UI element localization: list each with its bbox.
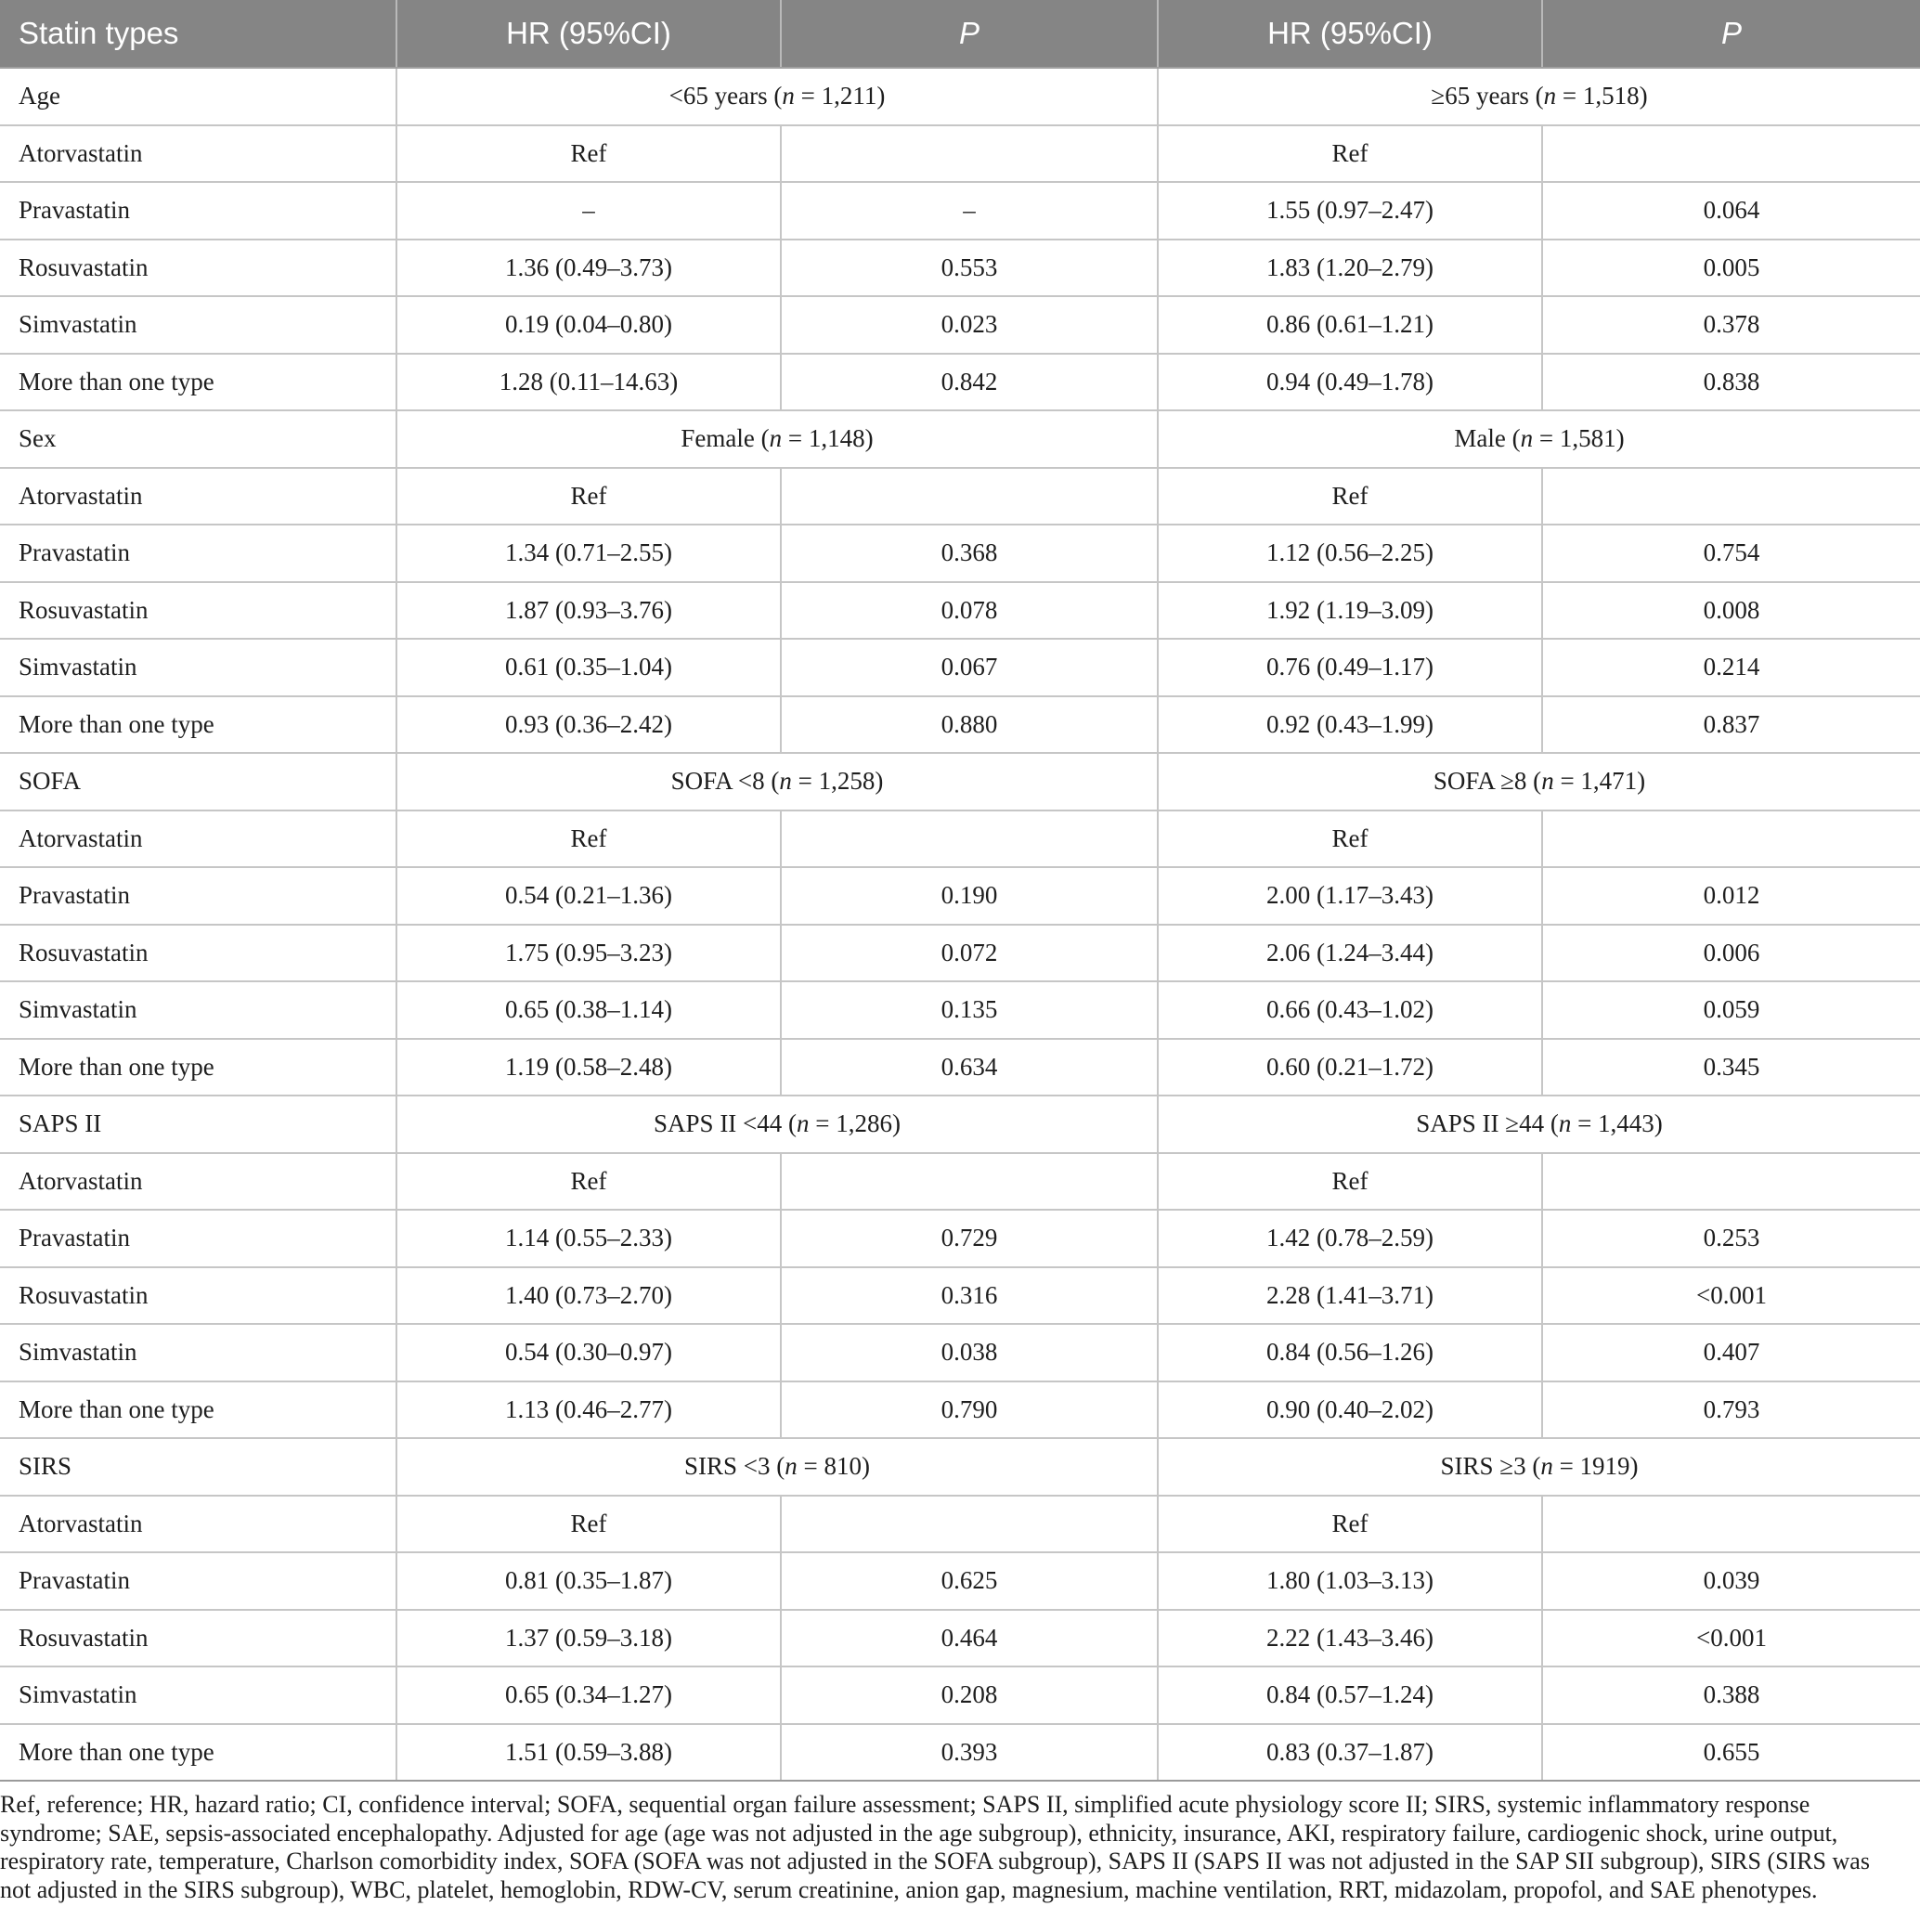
table-row [0, 182, 1920, 240]
statin-name: More than one type [0, 1039, 396, 1096]
hr-left: 1.36 (0.49–3.73) [396, 240, 781, 297]
statin-name: Simvastatin [0, 296, 396, 354]
table-row [0, 696, 1920, 754]
hr-left: – [396, 182, 781, 240]
subgroup-n-label: n [779, 767, 792, 796]
table-row [0, 1724, 1920, 1782]
hr-left: Ref [396, 125, 781, 183]
table-row [0, 867, 1920, 925]
statin-name: Atorvastatin [0, 1153, 396, 1211]
statin-name: Pravastatin [0, 1552, 396, 1610]
subgroup-count: = 1919) [1552, 1452, 1639, 1481]
hr-right: 2.28 (1.41–3.71) [1158, 1267, 1542, 1325]
hr-left: 1.51 (0.59–3.88) [396, 1724, 781, 1782]
hr-right: 1.55 (0.97–2.47) [1158, 182, 1542, 240]
hr-right: 0.76 (0.49–1.17) [1158, 639, 1542, 696]
p-left [781, 1496, 1158, 1553]
p-left: 0.038 [781, 1324, 1158, 1381]
table-row [0, 125, 1920, 183]
table-row [0, 1039, 1920, 1096]
hr-left: 1.13 (0.46–2.77) [396, 1381, 781, 1439]
hr-left: 0.61 (0.35–1.04) [396, 639, 781, 696]
subgroup-n-label: n [769, 424, 783, 453]
statin-name: Rosuvastatin [0, 240, 396, 297]
p-right: 0.378 [1542, 296, 1920, 354]
hr-right: 0.94 (0.49–1.78) [1158, 354, 1542, 411]
hr-left: 0.93 (0.36–2.42) [396, 696, 781, 754]
p-left: 0.553 [781, 240, 1158, 297]
subgroup-n-label: n [785, 1452, 798, 1481]
subgroup-right [1158, 753, 1920, 810]
hr-right: Ref [1158, 810, 1542, 868]
statin-name: More than one type [0, 696, 396, 754]
subgroup-n-label: n [1543, 82, 1557, 110]
table-body [0, 68, 1920, 1781]
hr-right: Ref [1158, 125, 1542, 183]
hr-right: 1.92 (1.19–3.09) [1158, 582, 1542, 640]
subgroup-header-row [0, 410, 1920, 468]
subgroup-left [396, 753, 1158, 810]
p-left: 0.880 [781, 696, 1158, 754]
header-hr-left: HR (95%CI) [396, 0, 781, 68]
subgroup-prefix: SOFA ≥8 ( [1433, 767, 1542, 796]
p-right [1542, 1496, 1920, 1553]
table-row [0, 1381, 1920, 1439]
p-right: 0.838 [1542, 354, 1920, 411]
table-header [0, 0, 1920, 68]
hr-left: 1.37 (0.59–3.18) [396, 1610, 781, 1667]
subgroup-prefix: SIRS <3 ( [684, 1452, 785, 1481]
table-row [0, 810, 1920, 868]
p-right: <0.001 [1542, 1610, 1920, 1667]
p-right: 0.793 [1542, 1381, 1920, 1439]
p-right: 0.064 [1542, 182, 1920, 240]
p-left [781, 810, 1158, 868]
statin-name: Rosuvastatin [0, 1267, 396, 1325]
hr-left: Ref [396, 1153, 781, 1211]
subgroup-prefix: Male ( [1454, 424, 1521, 453]
subgroup-header-row [0, 1096, 1920, 1153]
hr-left: 0.65 (0.38–1.14) [396, 981, 781, 1039]
subgroup-left [396, 1096, 1158, 1153]
p-right [1542, 468, 1920, 525]
table-row [0, 1267, 1920, 1325]
p-right: 0.388 [1542, 1666, 1920, 1724]
table-row [0, 296, 1920, 354]
header-p-right: P [1542, 0, 1920, 68]
subgroup-prefix: <65 years ( [668, 82, 783, 110]
subgroup-n-label: n [1541, 767, 1554, 796]
statin-name: More than one type [0, 1381, 396, 1439]
hr-right: 2.00 (1.17–3.43) [1158, 867, 1542, 925]
hr-right: 2.22 (1.43–3.46) [1158, 1610, 1542, 1667]
subgroup-label: Sex [0, 410, 396, 468]
hr-left: 0.65 (0.34–1.27) [396, 1666, 781, 1724]
hr-left: 1.75 (0.95–3.23) [396, 925, 781, 982]
p-right: 0.039 [1542, 1552, 1920, 1610]
p-left: 0.072 [781, 925, 1158, 982]
p-left: 0.190 [781, 867, 1158, 925]
hr-left: 1.14 (0.55–2.33) [396, 1210, 781, 1267]
p-right [1542, 125, 1920, 183]
p-right: 0.407 [1542, 1324, 1920, 1381]
p-right: 0.214 [1542, 639, 1920, 696]
hr-right: 0.90 (0.40–2.02) [1158, 1381, 1542, 1439]
hr-right: Ref [1158, 1496, 1542, 1553]
p-left: 0.634 [781, 1039, 1158, 1096]
p-right: 0.059 [1542, 981, 1920, 1039]
table-row [0, 1496, 1920, 1553]
p-right: 0.006 [1542, 925, 1920, 982]
header-hr-right: HR (95%CI) [1158, 0, 1542, 68]
hr-left: 0.81 (0.35–1.87) [396, 1552, 781, 1610]
hr-left: 1.19 (0.58–2.48) [396, 1039, 781, 1096]
subgroup-n-label: n [782, 82, 795, 110]
table-row [0, 240, 1920, 297]
table-row [0, 1666, 1920, 1724]
hr-right: Ref [1158, 468, 1542, 525]
statin-name: Rosuvastatin [0, 582, 396, 640]
hr-right: 1.12 (0.56–2.25) [1158, 525, 1542, 582]
hr-right: 0.92 (0.43–1.99) [1158, 696, 1542, 754]
hr-right: 0.60 (0.21–1.72) [1158, 1039, 1542, 1096]
statin-name: Pravastatin [0, 1210, 396, 1267]
hr-left: Ref [396, 1496, 781, 1553]
p-left: 0.393 [781, 1724, 1158, 1782]
table-row [0, 1210, 1920, 1267]
subgroup-prefix: SIRS ≥3 ( [1440, 1452, 1541, 1481]
hr-left: 1.87 (0.93–3.76) [396, 582, 781, 640]
statin-name: Atorvastatin [0, 1496, 396, 1553]
subgroup-left [396, 68, 1158, 125]
p-right: 0.345 [1542, 1039, 1920, 1096]
subgroup-count: = 810) [797, 1452, 870, 1481]
p-left [781, 1153, 1158, 1211]
p-left: – [781, 182, 1158, 240]
subgroup-label: Age [0, 68, 396, 125]
subgroup-count: = 1,581) [1533, 424, 1625, 453]
hr-right: 0.83 (0.37–1.87) [1158, 1724, 1542, 1782]
hr-right: 0.66 (0.43–1.02) [1158, 981, 1542, 1039]
p-left: 0.464 [781, 1610, 1158, 1667]
header-statin-types: Statin types [0, 0, 396, 68]
statin-name: More than one type [0, 354, 396, 411]
p-right: 0.655 [1542, 1724, 1920, 1782]
table-row [0, 981, 1920, 1039]
subgroup-count: = 1,148) [782, 424, 874, 453]
statin-name: Simvastatin [0, 1324, 396, 1381]
subgroup-n-label: n [1520, 424, 1534, 453]
table-row [0, 582, 1920, 640]
p-left [781, 125, 1158, 183]
subgroup-left [396, 1438, 1158, 1496]
subgroup-count: = 1,518) [1556, 82, 1648, 110]
statin-name: Atorvastatin [0, 468, 396, 525]
subgroup-right [1158, 1438, 1920, 1496]
p-right: 0.253 [1542, 1210, 1920, 1267]
p-left: 0.842 [781, 354, 1158, 411]
subgroup-right [1158, 410, 1920, 468]
statin-name: Atorvastatin [0, 810, 396, 868]
hr-right: 1.80 (1.03–3.13) [1158, 1552, 1542, 1610]
hr-left: 1.34 (0.71–2.55) [396, 525, 781, 582]
hr-right: 2.06 (1.24–3.44) [1158, 925, 1542, 982]
table-row [0, 468, 1920, 525]
table-row [0, 1610, 1920, 1667]
statin-name: Simvastatin [0, 639, 396, 696]
hr-left: Ref [396, 468, 781, 525]
p-left: 0.368 [781, 525, 1158, 582]
table-row [0, 354, 1920, 411]
hr-left: 0.19 (0.04–0.80) [396, 296, 781, 354]
hr-left: Ref [396, 810, 781, 868]
header-p-left: P [781, 0, 1158, 68]
p-left [781, 468, 1158, 525]
p-left: 0.790 [781, 1381, 1158, 1439]
subgroup-header-row [0, 68, 1920, 125]
p-left: 0.135 [781, 981, 1158, 1039]
table-row [0, 639, 1920, 696]
subgroup-label: SOFA [0, 753, 396, 810]
hr-right: 1.83 (1.20–2.79) [1158, 240, 1542, 297]
p-right [1542, 810, 1920, 868]
table-row [0, 1153, 1920, 1211]
table-row [0, 1552, 1920, 1610]
subgroup-prefix: ≥65 years ( [1431, 82, 1544, 110]
p-right: <0.001 [1542, 1267, 1920, 1325]
statin-name: Pravastatin [0, 867, 396, 925]
subgroup-count: = 1,211) [794, 82, 886, 110]
statin-name: Simvastatin [0, 1666, 396, 1724]
statin-name: Pravastatin [0, 525, 396, 582]
hr-right: 0.86 (0.61–1.21) [1158, 296, 1542, 354]
subgroup-prefix: SOFA <8 ( [670, 767, 780, 796]
p-left: 0.729 [781, 1210, 1158, 1267]
p-left: 0.078 [781, 582, 1158, 640]
p-right: 0.754 [1542, 525, 1920, 582]
subgroup-prefix: SAPS II <44 ( [654, 1109, 798, 1138]
subgroup-count: = 1,258) [791, 767, 884, 796]
subgroup-header-row [0, 1438, 1920, 1496]
hr-left: 0.54 (0.21–1.36) [396, 867, 781, 925]
subgroup-header-row [0, 753, 1920, 810]
statin-name: Simvastatin [0, 981, 396, 1039]
hr-right: 1.42 (0.78–2.59) [1158, 1210, 1542, 1267]
p-right: 0.005 [1542, 240, 1920, 297]
statin-name: Atorvastatin [0, 125, 396, 183]
subgroup-n-label: n [1558, 1109, 1572, 1138]
subgroup-right [1158, 68, 1920, 125]
hr-right: 0.84 (0.57–1.24) [1158, 1666, 1542, 1724]
subgroup-prefix: Female ( [681, 424, 770, 453]
p-right [1542, 1153, 1920, 1211]
hr-left: 0.54 (0.30–0.97) [396, 1324, 781, 1381]
hr-left: 1.40 (0.73–2.70) [396, 1267, 781, 1325]
p-right: 0.837 [1542, 696, 1920, 754]
table-row [0, 525, 1920, 582]
table-row [0, 1324, 1920, 1381]
p-left: 0.023 [781, 296, 1158, 354]
statin-name: Pravastatin [0, 182, 396, 240]
header-row [0, 0, 1920, 68]
statin-name: Rosuvastatin [0, 925, 396, 982]
table-row [0, 925, 1920, 982]
hr-right: 0.84 (0.56–1.26) [1158, 1324, 1542, 1381]
subgroup-left [396, 410, 1158, 468]
subgroup-count: = 1,471) [1553, 767, 1646, 796]
p-right: 0.008 [1542, 582, 1920, 640]
p-left: 0.625 [781, 1552, 1158, 1610]
table-footnote: Ref, reference; HR, hazard ratio; CI, confidence interval; SOFA, sequential organ failure assessment; SAPS II, simplified acute physiology score II; SIRS, systemic inflammatory response syndrome; SAE, sepsis-associated encephalopathy. Adjusted for age (age was not adjusted in the age subgroup), ethnicity, insurance, AKI, respiratory failure, cardiogenic shock, urine output, respiratory rate, temperature, Charlson comorbidity index, SOFA (SOFA was not adjusted in the SOFA subgroup), SAPS II (SAPS II was not adjusted in the SAP SII subgroup), SIRS (SIRS was not adjusted in the SIRS subgroup), WBC, platelet, hemoglobin, RDW-CV, serum creatinine, anion gap, magnesium, machine ventilation, RRT, midazolam, propofol, and SAE phenotypes. [0, 1791, 1870, 1903]
statin-name: More than one type [0, 1724, 396, 1782]
subgroup-count: = 1,286) [809, 1109, 901, 1138]
p-left: 0.067 [781, 639, 1158, 696]
hr-left: 1.28 (0.11–14.63) [396, 354, 781, 411]
subgroup-prefix: SAPS II ≥44 ( [1416, 1109, 1559, 1138]
subgroup-label: SAPS II [0, 1096, 396, 1153]
statin-name: Rosuvastatin [0, 1610, 396, 1667]
p-left: 0.316 [781, 1267, 1158, 1325]
subgroup-right [1158, 1096, 1920, 1153]
subgroup-n-label: n [797, 1109, 810, 1138]
p-right: 0.012 [1542, 867, 1920, 925]
subgroup-label: SIRS [0, 1438, 396, 1496]
subgroup-n-label: n [1540, 1452, 1553, 1481]
hr-right: Ref [1158, 1153, 1542, 1211]
p-left: 0.208 [781, 1666, 1158, 1724]
subgroup-count: = 1,443) [1571, 1109, 1663, 1138]
